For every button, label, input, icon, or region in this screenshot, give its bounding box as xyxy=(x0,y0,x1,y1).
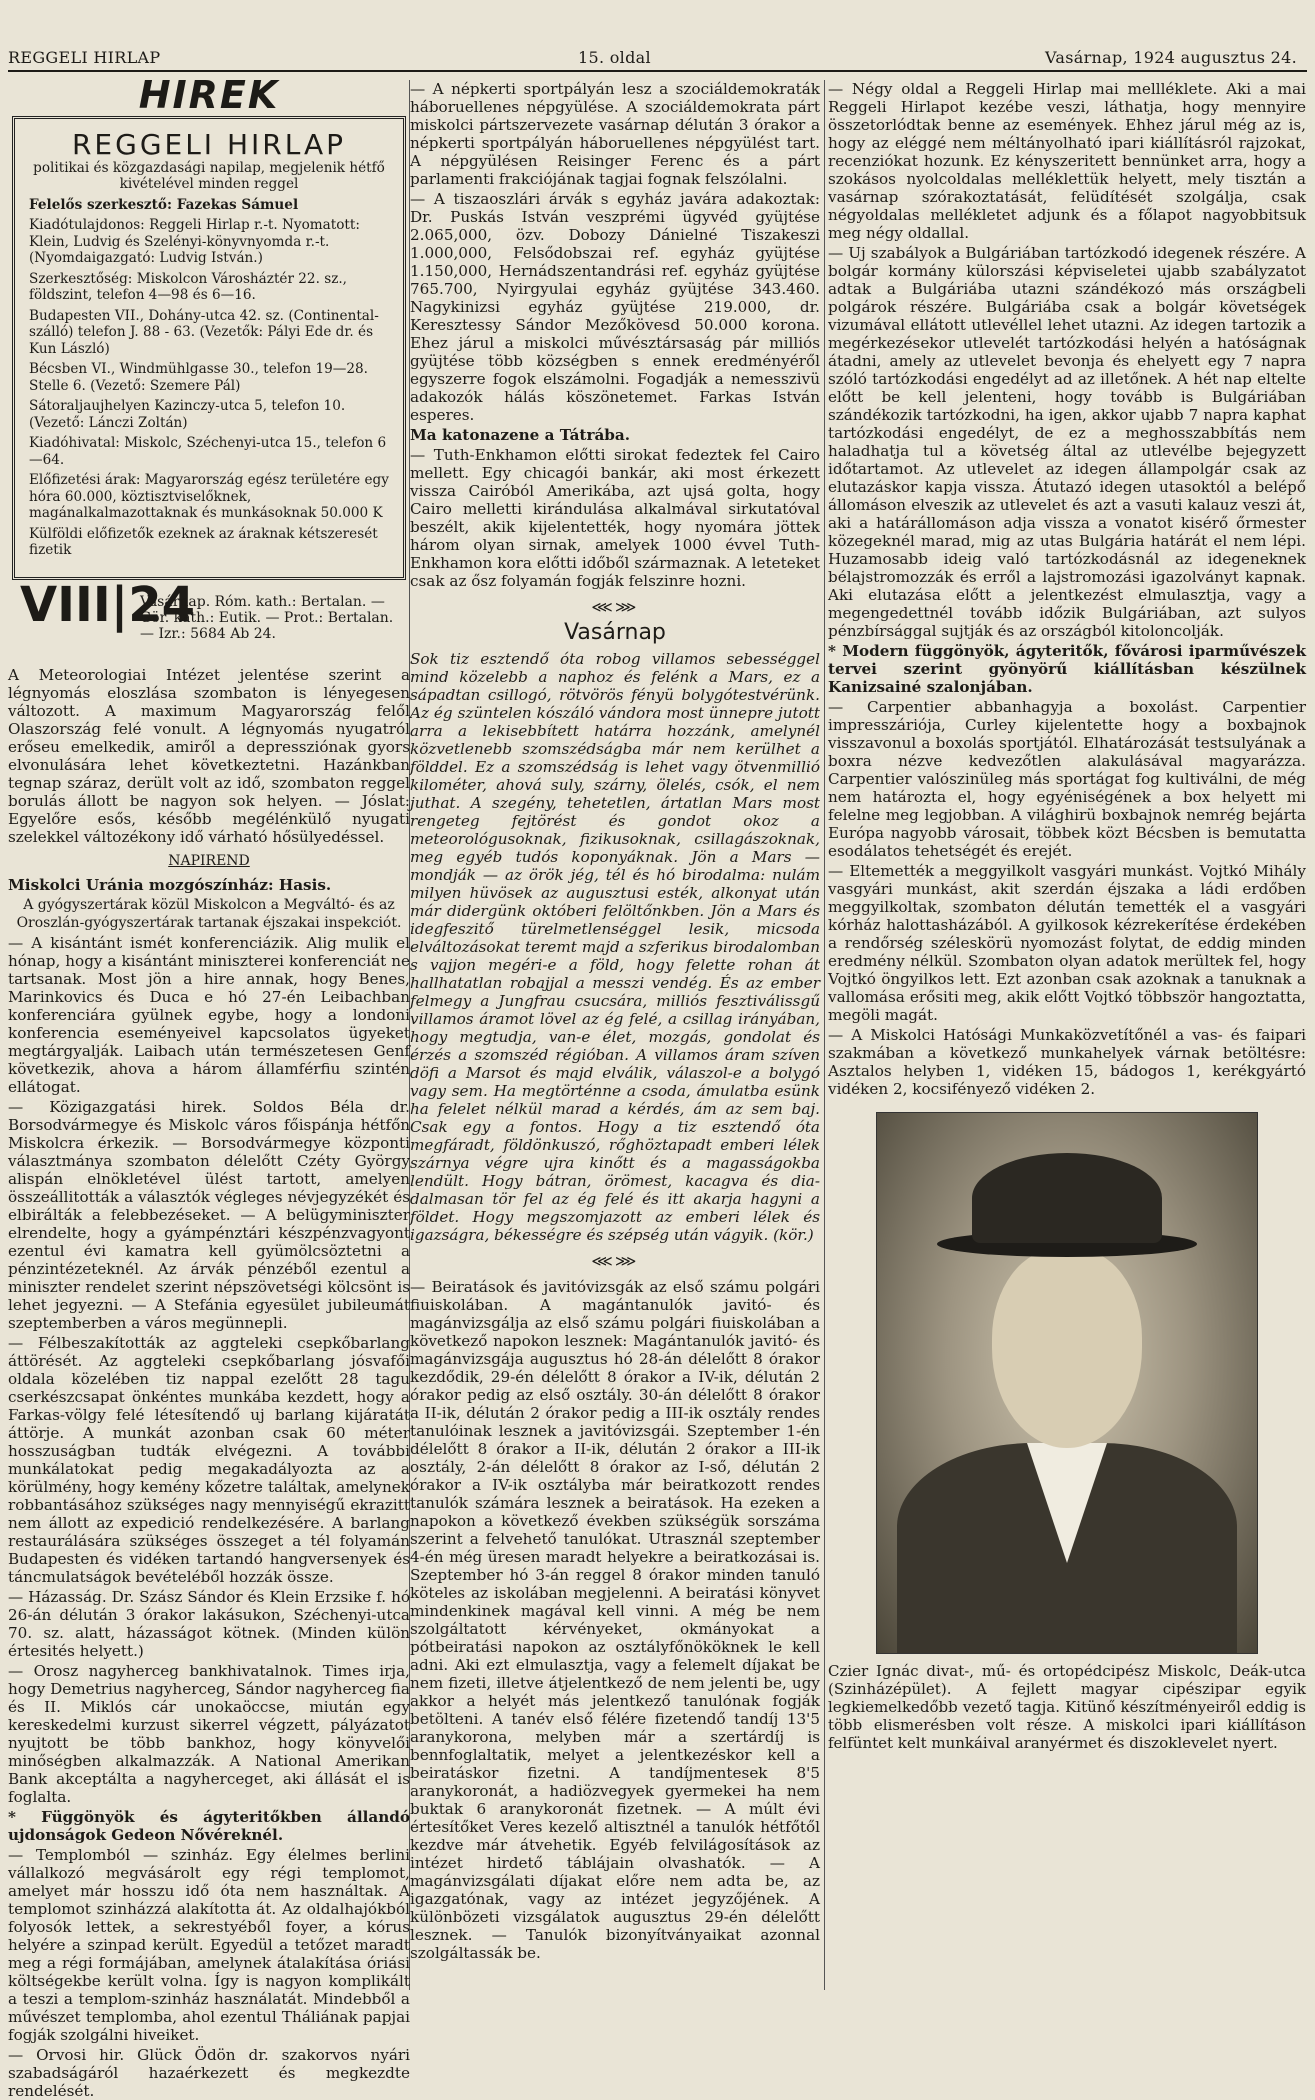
feuilleton-title: Vasárnap xyxy=(564,620,666,645)
masthead-price: Előfizetési árak: Magyarország egész területére egy hóra 60.000, köztisztviselőknek, magánalkalmazottaknak és munkásoknak 50.000 K xyxy=(29,472,389,521)
article: — Beiratások és javitóvizsgák az első számu polgári fiuiskolában. A magántanulók javitó- és magánvizsgálja az első számu polgári fiuiskolában a következő napokon lesznek: Magántanulók javitó- és magánvizsgája augusztus hó 28-án délelőtt 8 órakor kezdődik, 29-én délelőtt 8 órakor a IV-ik, délután 2 órakor pedig az első osztály. 30-án délelőtt 8 órakor a II-ik, délután 2 órakor pedig a III-ik osztály rendes tanulóinak lesznek a javitóvizsgái. Szeptember 1-én délelőtt 8 órakor a II-ik, délután 2 órakor a III-ik osztály, 2-án délelőtt 8 órakor az I-ső, délután 2 órakor a IV-ik osztályba már beiratkozott rendes tanulók számára lesznek a beiratások. Ha ezeken a napokon a következő években szükségük sorszáma szerint a felvehető tanulókat. Utrasznál szeptember 4-én még üresen maradt helyekre a beiratkozásai is. Szeptember hó 3-án reggel 8 órakor minden tanuló köteles az iskolában megjelenni. A beiratási könyvet mindenkinek magával kell vinni. A még be nem szolgáltatott kérvényeket, okmányokat a pótbeiratási napokon az osztályfőnököknek le kell adni. Aki ezt elmulasztja, vagy a felemelt díjakat be nem fizeti, illetve átjelentkező de nem jelenti be, ugy akkor a helyét más jelentkező tanulónak fogják betölteni. A tanév első félére fizetendő tandíj 13'5 aranykorona, melyben már a szertárdíj is bennfoglaltatik, melyet a jelentkezéskor kell a beiratáskor fizetni. A tandíjmentesek 8'5 aranykoronát, a hadiözvegyek gyermekei ha nem buktak 6 aranykoronát fizetnek. — A múlt évi értesítőket Veres kezelő altisztnél a tanulók hétfőtől kezdve már átvehetik. Egyéb felvilágosítások az intézet hirdető táblájain olvashatók. — A magánvizsgálati díjakat előre nem adta be, az igazgatónak, vagy az intézet jegyzőjének. A különbözeti vizsgálatok augusztus 29-én délelőtt lesznek. — Tanulók bizonyítványaikat azonnal szolgáltassák be. xyxy=(410,1278,820,1962)
advertisement: * Modern függönyök, ágyteritők, fővárosi iparművészek tervei szerint gyönyörű kiállításban készülnek Kanizsainé szalonjában. xyxy=(828,642,1306,696)
column-middle xyxy=(410,80,820,2005)
article: — A kisántánt ismét konferenciázik. Alig mulik el hónap, hogy a kisántánt miniszterei konferenciát ne tartsanak. Most jön a hire annak, hogy Benes, Marinkovics és Duca e hó 27-én Leibachban konferenciára gyülnek egybe, hogy a londoni konferencia eseményeivel kapcsolatos ügyeket megtárgyalják. Laibach után természetesen Genf következik, ahova a három államférfiu szintén ellátogat. xyxy=(8,933,410,1096)
masthead-subtitle: politikai és közgazdasági napilap, megjelenik hétfő kivételével minden reggel xyxy=(33,159,385,192)
masthead-editor: Felelős szerkesztő: Fazekas Sámuel xyxy=(29,196,299,213)
masthead-foreign: Külföldi előfizetők ezeknek az áraknak kétszeresét fizetik xyxy=(29,525,378,558)
masthead-satoralja: Sátoraljaujhelyen Kazinczy-utca 5, telefon 10. (Vezető: Lánczi Zoltán) xyxy=(29,398,346,431)
calendar-line: Vasárnap. Róm. kath.: Bertalan. — xyxy=(140,593,385,610)
article: — Templomból — szinház. Egy élelmes berlini vállalkozó megvásárolt egy régi templomot, amelyet már hosszu idő óta nem használtak. A templomot szinházzá alakította át. Az oldalhajókból folyosók lettek, a sekrestyéből foyer, a kórus helyére a szinpad került. Egyedül a tetőzet maradt meg a régi formájában, amelynek átalakítása óriási költségekbe került volna. Így is nagyon komplikált a teszi a templom-szinház használatát. Mindebből a művészet templomba, ahol ezentul Tháliának papjai fogják szolgálni hiveiket. xyxy=(8,1845,410,2044)
calendar-block xyxy=(8,576,410,660)
photo-hat xyxy=(972,1153,1162,1243)
ornament-separator: ⋘⋙ xyxy=(591,1252,639,1270)
urania-line: Miskolci Uránia mozgószínház: Hasis. xyxy=(8,875,332,894)
running-header xyxy=(8,44,1307,72)
advertisement: * Függönyök és ágyteritőkben állandó ujdonságok Gedeon Nővéreknél. xyxy=(8,1807,410,1844)
article: — Négy oldal a Reggeli Hirlap mai mellléklete. Aki a mai Reggeli Hirlapot kezébe veszi, láthatja, hogy mennyire összetorlódtak benne az események. Ehhez járul még az is, hogy az eléggé nem méltányolható ipari kiállításról rajzokat, recenziókat hozunk. Ez kényszeritett bennünket arra, hogy a szokásos nyolcoldalas melléklettük helyett, mely tisztán a vasárnap szórakoztatását, felüdítését szolgálja, csak négyoldalas mellékletet adjunk és a főlapot nagyobbitsuk meg négy oldallal. xyxy=(828,80,1306,242)
masthead-title: REGGELI HIRLAP xyxy=(71,128,347,161)
ornament-separator: ⋘⋙ xyxy=(591,598,639,616)
feuilleton-text: Sok tiz esztendő óta robog villamos sebességgel mind közelebb a naphoz és felénk a Mars, ez a sápadtan csillogó, rötvörös fényü bolygótestvérünk. Az ég szüntelen kószáló vándora most ünnepre jutott arra a lekisebbített határra hozzánk, amelynél közvetlenebb szomszédságba már nem kerülhet a földdel. Ez a szomszédság is lehet vagy ötvenmillió kilométer, ahová suly, szárny, ölelés, csók, el nem juthat. A szegény, tehetetlen, ártatlan Mars most rengeteg fejtörést és gondot okoz a meteorológusoknak, fizikusoknak, csillagászoknak, meg egyéb tudós koponyáknak. Jön a Mars — mondják — az örök jég, tél és hó birodalma: nulám milyen hüvösek az augusztusi esték, alkonyat után már didergünk októberi felöltőnkben. Jön a Mars és idegfeszitő türelmetlenséggel lesik, micsoda elváltozásokat teremt majd a szferikus birodalomban s vajjon megéri-e a föld, hogy felette rohan át hallhatatlan robajjal a messzi vendég. És az ember felmegy a Jungfrau csucsára, milliós fesztiválissgű villamos áramot lövel az ég felé, a csillag irányában, hogy megtudja, van-e élet, mozgás, gondolat és érzés a szomszéd régióban. A villamos áram szíven döfi a Marsot és majd elválik, válaszol-e a bolygó vagy sem. Ha megtörténne a csoda, ámulatba esünk ha felelet nélkül marad a kérdés, ám az sem baj. Csak egy a fontos. Hogy a tiz esztendő óta megfáradt, földönkuszó, rőghöztapadt emberi lélek szárnya végre ujra kinőtt és a magasságokba lendült. Hogy bátran, örömest, kacagva és dia-dalmasan tör fel az ég felé és itt akarja hagyni a földet. Hogy megszomjazott az emberi lélek és igazságra, békességre és szépség után vágyik. (kör.) xyxy=(410,650,820,1244)
masthead-office: Szerkesztőség: Miskolcon Városháztér 22. sz., földszint, telefon 4—98 és 6—16. xyxy=(29,270,347,303)
article: — Carpentier abbanhagyja a boxolást. Carpentier impresszáriója, Curley kijelentette hogy a boxbajnok visszavonul a boxolás sportjától. Elhatározását testsulyának a boxra nézve kedvezőtlen alakulásával magyarázza. Carpentier valószinüleg más sportágat fog kultiválni, de még nem határozta el, hogy egyéniségének a box helyett mi felelne meg legjobban. A világhirü boxbajnok nemrég bejárta Európa nagyobb városait, többek közt Bécsben is bemutatta esodálatos tehetségét és erejét. xyxy=(828,698,1306,860)
paper-name: REGGELI HIRLAP xyxy=(8,48,161,67)
article: — Uj szabályok a Bulgáriában tartózkodó idegenek részére. A bolgár kormány külorszási képviseletei ujabb szabályzatot adtak a Bulgáriába utazni szándékozó más országbeli polgárok részére. Bulgáriába csak a bolgár követségek vizumával ellátott utlevéllel lehet utazni. Az idegen tartozik a megérkezésekor utlevelét tartózkodási helyén a hatóságnak átadni, amely az utlevelet bevonja és ehelyett egy 7 napra szóló tartózkodási engedélyt ad az illetőnek. A hét nap eltelte előtt be kell jelenteni, hogy tovább is Bulgáriában szándékozik tartózkodni, ha igen, akkor ujabb 7 napra kaphat tartózkodási engedélyt, de ez a meghosszabbítás nem haladhatja tul a követség által az utlevélbe bejegyzett időtartamot. Az utlevelet az idegen állampolgár csak az elutazáskor kapja vissza. Átutazó idegen utasoktól a belépő állomáson elveszik az utlevelet és azt a vasuti kalauz veszi át, aki a határállomáson adja vissza a vonatot kisérő őrmester közegeknél marad, mig az utas Bulgária határát el nem lépi. Huzamosabb ideig való tartózkodásnál az idegeneknek bélajstromozzák és erről a lajstromozási igazolványt kapnak. Aki elutazása előtt a jelentkezést elmulasztja, vagy a megengedettnél tovább időzik Bulgáriában, azt sulyos pénzbírsággal sujtják és az országból kitoloncolják. xyxy=(828,244,1306,640)
article: — Eltemették a meggyilkolt vasgyári munkást. Vojtkó Mihály vasgyári munkást, akit szerdán éjszaka a ládi erdőben meggyilkoltak, szombaton délután temették el a vasgyári kórház halottasházából. A gyilkosok kézrekerítése érdekében a rendőrség széleskörü nyomozást folytat, de eddig minden eredmény nélkül. Szombaton olyan adatok merültek fel, hogy Vojtkó öngyilkos lett. Ezt azonban csak azoknak a tanuknak a vallomása erősiti meg, akik előtt Vojtkó többször hangoztatta, megöli magát. xyxy=(828,862,1306,1024)
article: — A népkerti sportpályán lesz a szociáldemokraták háboruellenes népgyülése. A szociáldemokrata párt miskolci pártszervezete vasárnap délután 3 órakor a népkerti sportpályán háboruellenes népgyülést tart. A népgyülésen Reisinger Ferenc és a párt parlamenti frakciójának tagjai fognak felszólalni. xyxy=(410,80,820,188)
calendar-date: VIII|24 xyxy=(20,576,196,633)
article: — Tuth-Enkhamon előtti sirokat fedeztek fel Cairo mellett. Egy chicagói bankár, aki most érkezett vissza Cairóból Amerikába, azt ujsá golta, hogy Cairo melletti kirándulása alkalmával sirkutatóval beszélt, akik kijelentették, hogy nyomára jöttek három olyan sirnak, amelyek 1000 évvel Tuth-Enkhamon kora előtti időből származnak. A leteteket csak az ősz folyamán fogják felszinre hozni. xyxy=(410,446,820,590)
masthead-vienna: Bécsben VI., Windmühlgasse 30., telefon 19—28. Stelle 6. (Vezető: Szemere Pál) xyxy=(29,361,368,394)
calendar-line: — Izr.: 5684 Ab 24. xyxy=(140,625,276,642)
column-right xyxy=(828,80,1306,2005)
weather-report: A Meteorologiai Intézet jelentése szerint a légnyomás eloszlása szombaton is lényegesen változott. A maximum Magyarország felől Olaszország felé vonult. A légnyomás nyugatról erőseu emelkedik, amiről a depressziónak gyors elvonulására lehet következtetni. Hazánkban tegnap száraz, derült volt az idő, szombaton reggel borulás állott be nagyon sok helyen. — Jóslat: Egyelőre esős, később megélénkülő nyugati szelekkel változékony idő várható hősülyedéssel. xyxy=(8,665,410,846)
article: Ma katonazene a Tátrába. xyxy=(410,426,631,444)
page-number: 15. oldal xyxy=(578,48,651,67)
article: — Orvosi hir. Glück Ödön dr. szakorvos nyári szabadságáról hazaérkezett és megkezdte rendelését. xyxy=(8,2045,410,2100)
article: — Félbeszakították az aggteleki csepkőbarlang áttörését. Az aggteleki csepkőbarlang jósvafői oldala közelében tiz nappal ezelőtt 28 tagu cserkészcsapat önkéntes munkába kezdett, hogy a Farkas-völgy felé létesítendő uj barlang kijáratát áttörje. A munkát azonban csak 60 méter hosszuságban tudták elvégezni. A további munkálatokat pedig megakadályozta az a körülmény, hogy kemény kőzetre találtak, amelynek robbantásához szükséges nagy mennyiségű ekrazitt nem állott az expedició rendelkezésére. A barlang restaurálására szükséges összeget a tél folyamán Budapesten és vidéken tartandó hangversenyek és táncmulatságok bevételéből hozzák össze. xyxy=(8,1333,410,1586)
photo-face xyxy=(992,1248,1142,1448)
article: — Orosz nagyherceg bankhivatalnok. Times irja, hogy Demetrius nagyherceg, Sándor nagyherceg fia és II. Miklós cár unokaöccse, miután egy kereskedelmi kurzust sikerrel végzett, pályázatot nyujtott be több bankhoz, hogy könyvelői minőségben alkalmazzák. A National Amerikan Bank akceptálta a nagyherceget, aki állását el is foglalta. xyxy=(8,1661,410,1806)
article: — A tiszaoszlári árvák s egyház javára adakoztak: Dr. Puskás István veszprémi ügyvéd gyüjtése 2.065,000, özv. Dobozy Dánielné Tiszakeszi 1.000,000, Felsődobszai ref. egyház gyüjtése 1.150,000, Hernádszentandrási ref. egyház gyüjtése 765.700, Nyirgyulai egyház gyüjtése 343.460. Nagykinizsi egyház gyüjtése 219.000, dr. Keresztessy Sándor Mezőkövesd 50.000 korona. Ehez járul a miskolci művésztársaság pár milliós gyüjtése több községben s ennek eredményéről egyszerre fogok elszámolni. Fogadják a nemesszivü adakozók hálás köszönetemet. Farkas István esperes. xyxy=(410,190,820,424)
article: — A Miskolci Hatósági Munkaközvetítőnél a vas- és faipari szakmában a következő munkahelyek várnak betöltésre: Asztalos helyben 1, vidéken 15, bádogos 1, kerékgyártó vidéken 2, kocsifényező vidéken 2. xyxy=(828,1026,1306,1098)
photo-caption: Czier Ignác divat-, mű- és ortopédcipész Miskolc, Deák-utca (Szinházépület). A fejlett magyar cipészipar egyik legkiemelkedőbb vezető tagja. Kitünő készítményeiről eddig is több elismerésben volt része. A miskolci ipari kiállításon felfüntet kelt munkáival aranyérmet és diszoklevelet nyert. xyxy=(828,1662,1306,1752)
calendar-line: Gör. kath.: Eutik. — Prot.: Bertalan. xyxy=(140,609,394,626)
feuilleton-body xyxy=(410,650,820,1244)
column-rule xyxy=(824,80,825,1990)
masthead-box xyxy=(12,116,406,580)
portrait-photo xyxy=(876,1112,1258,1654)
article: — Közigazgatási hirek. Soldos Béla dr. Borsodvármegye és Miskolc város főispánja hétfőn Miskolcra érkezik. — Borsodvármegye központi választmánya szombaton délelőtt Czéty György alispán elnökletével ülést tartott, amelyen összeállitották a választók végleges névjegyzékét és elbirálták a felebbezéseket. — A belügyminiszter elrendelte, hogy a gyámpénztári készpénzvagyont ezentul évi kamatra kell gyümölcsöztetni a pénzintézeteknél. Az árvák pénzéből ezentul a miniszter rendelet szerint népszövetségi kölcsönt is lehet jegyezni. — A Stefánia egyesület jubileumát szeptemberben a város megünnepli. xyxy=(8,1097,410,1332)
napirend-heading: NAPIREND xyxy=(168,852,250,869)
section-title: HIREK xyxy=(138,73,280,117)
pharmacy-line: A gyógyszertárak közül Miskolcon a Megváltó- és az Oroszlán-gyógyszertárak tartanak éjszakai inspekciót. xyxy=(16,896,402,931)
calendar-text xyxy=(140,594,393,642)
column-left xyxy=(8,73,410,2100)
masthead-budapest: Budapesten VII., Dohány-utca 42. sz. (Continental-szálló) telefon J. 88 - 63. (Vezetők: Pályi Ede dr. és Kun László) xyxy=(29,307,379,357)
article: — Házasság. Dr. Szász Sándor és Klein Erzsike f. hó 26-án délután 3 órakor lakásukon, Széchenyi-utca 70. sz. alatt, házasságot kötnek. (Minden külön értesités helyett.) xyxy=(8,1587,410,1660)
masthead-kiado: Kiadóhivatal: Miskolc, Széchenyi-utca 15., telefon 6—64. xyxy=(29,435,387,468)
issue-date: Vasárnap, 1924 augusztus 24. xyxy=(1045,48,1297,67)
masthead-owner: Kiadótulajdonos: Reggeli Hirlap r.-t. Nyomatott: Klein, Ludvig és Szelényi-könyvnyomda r.-t. (Nyomdaigazgató: Ludvig István.) xyxy=(29,217,360,266)
